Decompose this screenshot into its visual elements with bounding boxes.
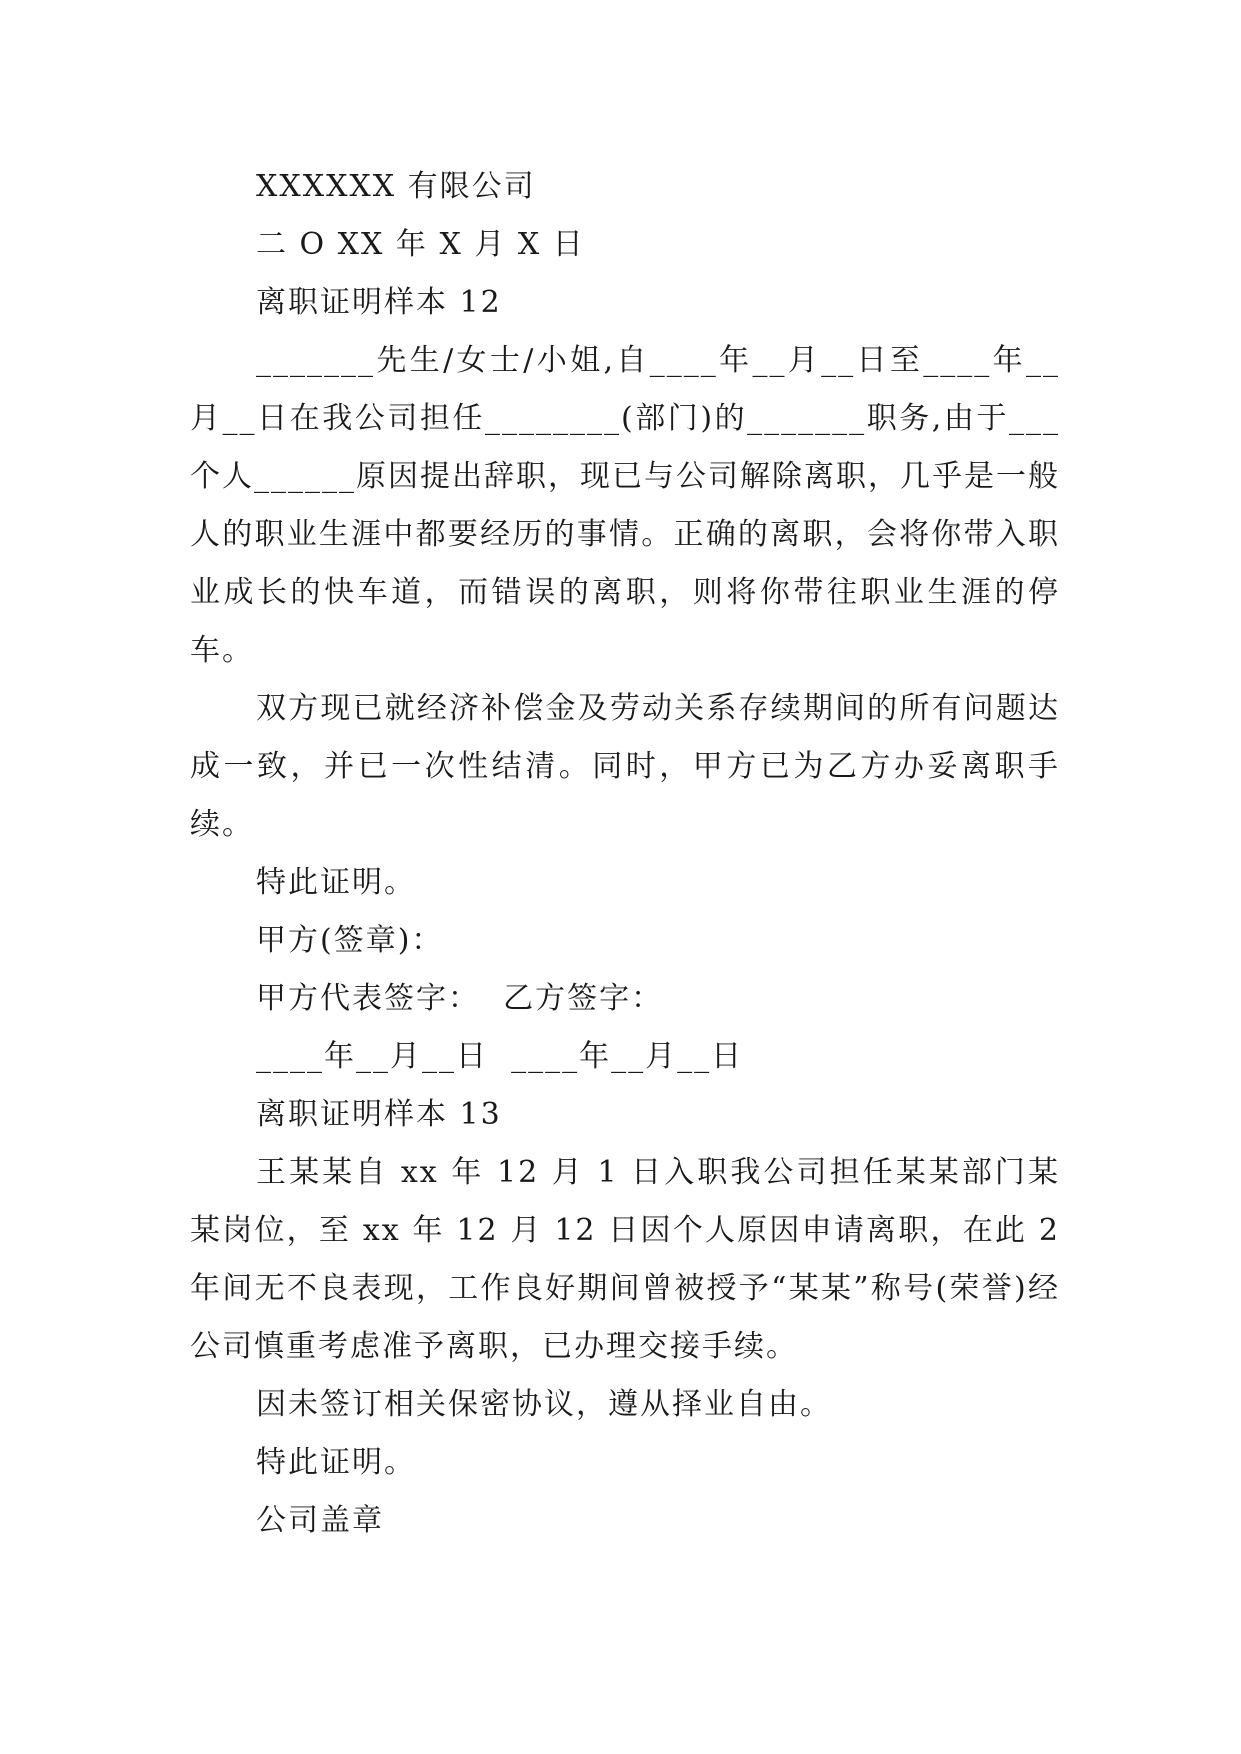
party-a-seal-line: 甲方(签章)： [256, 923, 444, 958]
sample-12-title: 离职证明样本 12 [256, 285, 502, 320]
signature-line: 甲方代表签字： 乙方签字： [256, 981, 664, 1016]
sample-13-certify-text: 特此证明。 [256, 1445, 416, 1480]
sample-12-body-paragraph: _______先生/女士/小姐,自____年__月__日至____年__月__日在我公司担任________(部门)的_______职务,由于___个人______原因提出辞职，现已与公司解除离职，几乎是一般人的职业生涯中都要经历的事情。正确的离职，会将你带入职业成长的快车道，而错误的离职，则将你带往职业生涯的停车。 [190, 343, 1060, 668]
sample-12-settlement-paragraph: 双方现已就经济补偿金及劳动关系存续期间的所有问题达成一致，并已一次性结清。同时，甲方已为乙方办妥离职手续。 [190, 691, 1060, 842]
sample-12-certify-text: 特此证明。 [256, 865, 416, 900]
document-body [190, 158, 1072, 1550]
sample-13-title: 离职证明样本 13 [256, 1097, 502, 1132]
company-seal-line: 公司盖章 [256, 1503, 384, 1538]
sample-13-confidentiality-text: 因未签订相关保密协议，遵从择业自由。 [256, 1387, 832, 1422]
date-line: 二 O XX 年 X 月 X 日 [256, 227, 585, 262]
sample-13-body-paragraph: 王某某自 xx 年 12 月 1 日入职我公司担任某某部门某某岗位，至 xx 年 12 月 12 日因个人原因申请离职，在此 2 年间无不良表现，工作良好期间曾被授予“某某”称号(荣誉)经公司慎重考虑准予离职，已办理交接手续。 [190, 1155, 1072, 1364]
company-name: XXXXXX 有限公司 [256, 169, 536, 204]
signature-date-line: ____年__月__日 ____年__月__日 [256, 1039, 744, 1074]
